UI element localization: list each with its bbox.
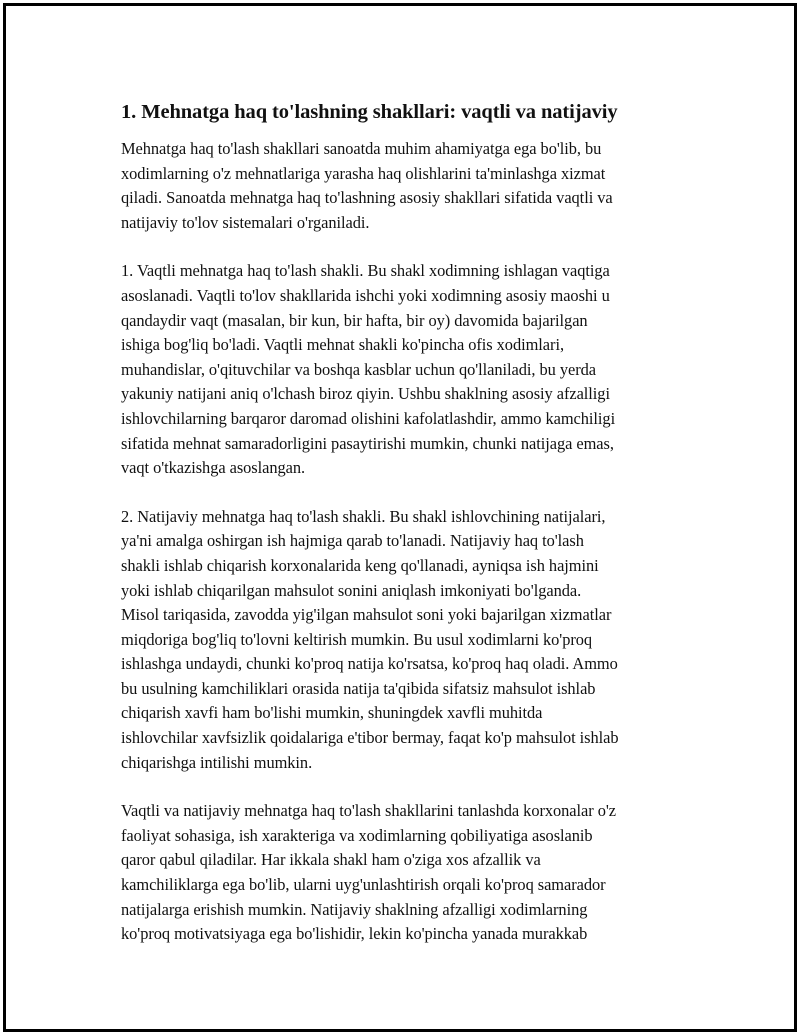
paragraph-intro: Mehnatga haq to'lash shakllari sanoatda muhim ahamiyatga ega bo'lib, bu xodimlarning o'z mehnatlariga yarasha haq olishlarini ta'minlashga xizmat qiladi. Sanoatda mehnatga haq to'lashning asosiy shakllari sifatida vaqtli va natijaviy to'lov sistemalari o'rganiladi.	[121, 139, 613, 232]
paragraph-time-based-pay: 1. Vaqtli mehnatga haq to'lash shakli. Bu shakl xodimning ishlagan vaqtiga asoslanadi. Vaqtli to'lov shakllarida ishchi yoki xodimning asosiy maoshi u qandaydir vaqt (masalan, bir kun, bir hafta, bir oy) davomida bajarilgan ishiga bog'liq bo'ladi. Vaqtli mehnat shakli ko'pincha ofis xodimlari, muhandislar, o'qituvchilar va boshqa kasblar uchun qo'llaniladi, bu yerda yakuniy natijani aniq o'lchash biroz qiyin. Ushbu shaklning asosiy afzalligi ishlovchilarning barqaror daromad olishini kafolatlashdir, ammo kamchiligi sifatida mehnat samaradorligini pasaytirishi mumkin, chunki natijaga emas, vaqt o'tkazishga asoslangan.	[121, 261, 616, 478]
paragraph-conclusion: Vaqtli va natijaviy mehnatga haq to'lash shakllarini tanlashda korxonalar o'z faoliyat sohasiga, ish xarakteriga va xodimlarning qobiliyatiga asoslanib qaror qabul qiladilar. Har ikkala shakl ham o'ziga xos afzallik va kamchiliklarga ega bo'lib, ularni uyg'unlashtirish orqali ko'proq samarador natijalarga erishish mumkin. Natijaviy shaklning afzalligi xodimlarning ko'proq motivatsiyaga ega bo'lishidir, lekin ko'pincha yanada murakkab	[121, 801, 616, 944]
document-heading: 1. Mehnatga haq to'lashning shakllari: vaqtli va natijaviy	[121, 101, 618, 123]
paragraph-result-based-pay: 2. Natijaviy mehnatga haq to'lash shakli. Bu shakl ishlovchining natijalari, ya'ni amalga oshirgan ish hajmiga qarab to'lanadi. Natijaviy haq to'lash shakli ishlab chiqarish korxonalarida keng qo'llanadi, ayniqsa ish hajmini yoki ishlab chiqarilgan mahsulot sonini aniqlash imkoniyati bo'lganda. Misol tariqasida, zavodda yig'ilgan mahsulot soni yoki bajarilgan xizmatlar miqdoriga bog'liq to'lovni keltirish mumkin. Bu usul xodimlarni ko'proq ishlashga undaydi, chunki ko'proq natija ko'rsatsa, ko'proq haq oladi. Ammo bu usulning kamchiliklari orasida natija ta'qibida sifatsiz mahsulot ishlab chiqarish xavfi ham bo'lishi mumkin, shuningdek xavfli muhitda ishlovchilar xavfsizlik qoidalariga e'tibor bermay, faqat ko'p mahsulot ishlab chiqarishga intilishi mumkin.	[121, 506, 619, 772]
document-body	[121, 98, 686, 971]
page-frame	[3, 3, 797, 1032]
